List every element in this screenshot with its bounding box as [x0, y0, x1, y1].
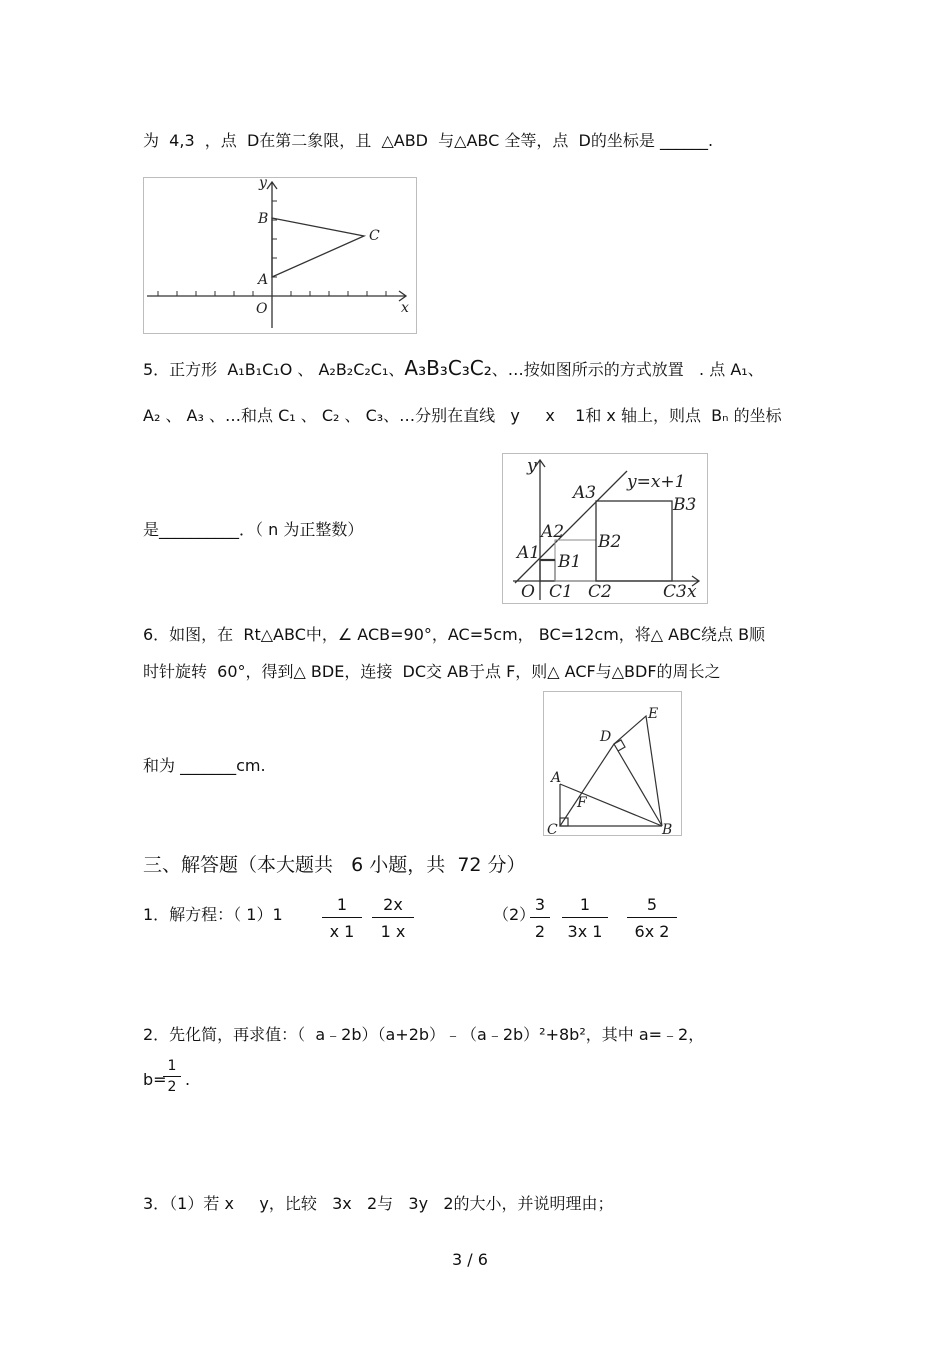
q6-label-c: C: [547, 822, 558, 835]
p1-f3-den: 2: [534, 922, 546, 941]
p1-f2-num: 2x: [383, 895, 403, 914]
q4-text-line: 为 4,3 ，点 D在第二象限，且 △ABD 与△ABC 全等，点 D的坐标是 ______.: [143, 131, 714, 150]
q5-label-b2: B2: [598, 532, 622, 552]
p1-fraction-1: [322, 895, 362, 942]
p1-fraction-4: [562, 895, 608, 942]
p1-fraction-5: [627, 895, 677, 942]
q5-text-c: 、…按如图所示的方式放置 . 点 A₁、: [491, 360, 764, 379]
q5-label-o: O: [521, 582, 535, 602]
p3-text-line-1: 3．（1）若 x y，比较 3x 2与 3y 2的大小，并说明理由；: [143, 1194, 614, 1213]
q5-label-y: y: [527, 456, 537, 476]
p1-fraction-3: [530, 895, 550, 942]
q4-label-x: x: [401, 300, 409, 316]
q5-label-a1: A1: [517, 543, 541, 563]
q5-text-a: 5．正方形 A₁B₁C₁O 、 A₂B₂C₂C₁、: [143, 360, 405, 379]
p1-f1-den: x 1: [329, 922, 355, 941]
section-title: 三、解答题（本大题共 6 小题，共 72 分）: [143, 854, 526, 876]
q5-text-b: A₃B₃C₃C₂: [404, 356, 492, 380]
q6-text-line-2: 时针旋转 60°，得到△ BDE，连接 DC交 AB于点 F，则△ ACF与△BDF的周长之: [143, 662, 721, 681]
p1-prefix: 1．解方程：（ 1）1: [143, 905, 283, 924]
q6-label-f: F: [577, 795, 587, 811]
p1-f2-den: 1 x: [380, 922, 406, 941]
q4-figure: [143, 177, 417, 334]
p1-fraction-2: [372, 895, 414, 942]
p2-b-fraction: [163, 1058, 181, 1096]
p1-f4-den: 3x 1: [567, 922, 603, 941]
p1-prefix-2: （2）: [493, 905, 536, 924]
q5-label-a2: A2: [541, 522, 565, 542]
q4-label-b: B: [258, 211, 269, 227]
q5-label-b1: B1: [558, 552, 582, 572]
p1-f5-den: 6x 2: [634, 922, 670, 941]
p1-f4-num: 1: [579, 895, 591, 914]
p2-b-prefix: b=: [143, 1070, 167, 1089]
page-number: 3 / 6: [452, 1250, 488, 1269]
q5-label-c1: C1: [549, 582, 573, 602]
q6-text-line-1: 6．如图，在 Rt△ABC中，∠ ACB=90°，AC=5cm， BC=12cm，将△ ABC绕点 B顺: [143, 625, 766, 644]
q5-label-c2: C2: [588, 582, 612, 602]
q5-label-a3: A3: [573, 483, 597, 503]
q6-label-a: A: [551, 770, 562, 786]
p1-f1-num: 1: [336, 895, 348, 914]
q6-text-line-3: 和为 _______cm.: [143, 756, 266, 775]
q4-label-o: O: [256, 301, 268, 317]
q6-figure: [543, 691, 682, 836]
q5-text-line-2: A₂ 、 A₃ 、…和点 C₁ 、 C₂ 、 C₃、…分别在直线 y x 1和 x 轴上，则点 Bₙ 的坐标: [143, 406, 782, 425]
q5-label-c3: C3: [663, 582, 687, 602]
p1-f3-num: 3: [534, 895, 546, 914]
p1-f5-num: 5: [646, 895, 658, 914]
q6-label-e: E: [648, 706, 659, 722]
q5-text-line-1: [143, 358, 764, 380]
q5-label-x: x: [687, 582, 697, 602]
q6-label-d: D: [600, 729, 612, 745]
q4-label-c: C: [369, 228, 380, 244]
q4-label-y: y: [259, 178, 267, 191]
q5-figure: [502, 453, 708, 604]
q5-label-line: y=x+1: [627, 472, 686, 492]
q6-label-b: B: [662, 822, 673, 835]
p2-text-line-1: 2．先化简，再求值：（ a﹣2b）（a+2b）﹣（a﹣2b）²+8b²，其中 a=﹣2，: [143, 1025, 705, 1044]
p2-b-suffix: .: [185, 1070, 191, 1089]
p2-b-den: 2: [167, 1079, 177, 1095]
q5-text-line-3: 是__________．（ n 为正整数）: [143, 520, 364, 539]
triangle-abc: [272, 218, 364, 277]
q4-label-a: A: [258, 272, 269, 288]
p2-b-num: 1: [167, 1058, 177, 1074]
q5-label-b3: B3: [673, 495, 697, 515]
